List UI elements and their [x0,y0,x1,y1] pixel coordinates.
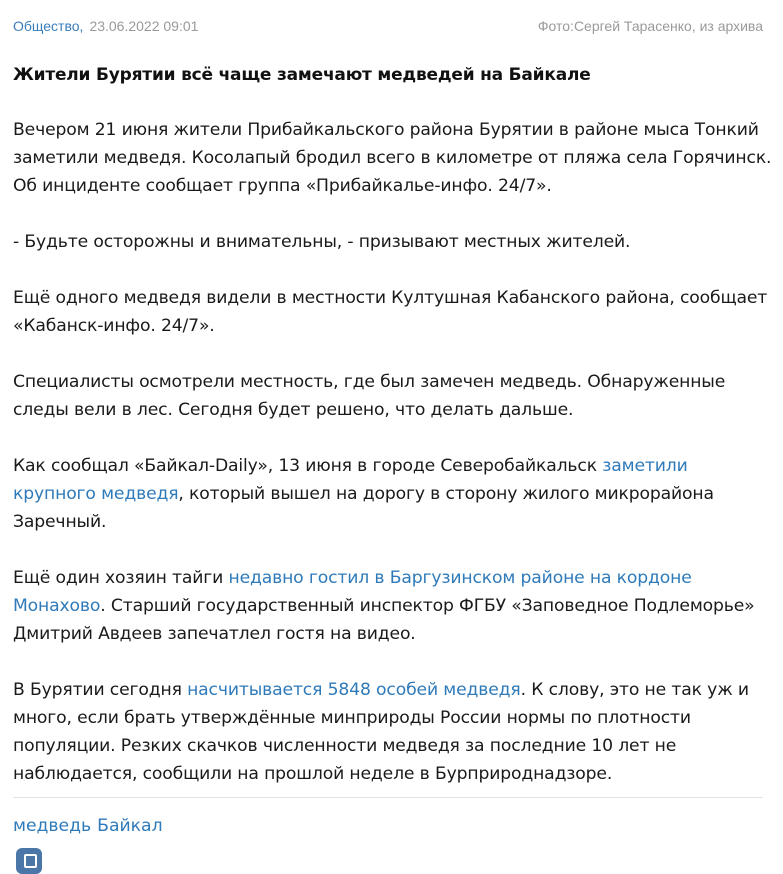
article-meta [13,16,763,36]
link-bear-population[interactable]: насчитывается 5848 особей медведя [187,680,521,700]
paragraph-2: - Будьте осторожны и внимательны, - призывают местных жителей. [13,232,631,252]
tag-list [13,812,169,840]
article-body [13,116,773,816]
vk-share-icon[interactable] [16,848,42,874]
tags-divider [13,797,763,798]
publish-date: 23.06.2022 09:01 [89,18,199,34]
link-bear-barguzin[interactable]: недавно гостил в Баргузинском районе на кордоне Монахово [13,568,692,616]
paragraph-5 [13,452,773,536]
photo-credit: Фото:Сергей Тарасенко, из архива [537,18,763,34]
article-headline: Жители Бурятии всё чаще замечают медведей на Байкале [13,65,591,85]
paragraph-7-text-before: В Бурятии сегодня [13,680,188,700]
paragraph-6-text-after: . Старший государственный инспектор ФГБУ «Заповедное Подлеморье» Дмитрий Авдеев запечатлел гостя на видео. [13,596,755,644]
paragraph-7-text-after: . К слову, это не так уж и много, если брать утверждённые минприроды России нормы по плотности популяции. Резких скачков численности медведя за последние 10 лет не наблюдается, сообщили на прошлой неделе в Бурприроднадзоре. [13,680,749,784]
meta-separator: , [79,18,84,34]
tag-baikal[interactable]: Байкал [97,816,163,836]
link-bear-severobaikalsk[interactable]: заметили крупного медведя [13,456,688,504]
paragraph-7 [13,676,773,788]
paragraph-1: Вечером 21 июня жители Прибайкальского района Бурятии в районе мыса Тонкий заметили медведя. Косолапый бродил всего в километре от пляжа села Горячинск. Об инциденте сообщает группа «Прибайкалье-инфо. 24/7». [13,120,772,196]
tag-bear[interactable]: медведь [13,816,92,836]
paragraph-5-text-before: Как сообщал «Байкал-Daily», 13 июня в городе Северобайкальск [13,456,603,476]
paragraph-3: Ещё одного медведя видели в местности Култушная Кабанского района, сообщает «Кабанск-инфо. 24/7». [13,288,768,336]
paragraph-5-text-after: , который вышел на дорогу в сторону жилого микрорайона Заречный. [13,484,714,532]
paragraph-6 [13,564,773,648]
paragraph-4: Специалисты осмотрели местность, где был замечен медведь. Обнаруженные следы вели в лес. Сегодня будет решено, что делать дальше. [13,372,726,420]
rubric-link[interactable]: Общество [13,18,80,34]
paragraph-6-text-before: Ещё один хозяин тайги [13,568,229,588]
